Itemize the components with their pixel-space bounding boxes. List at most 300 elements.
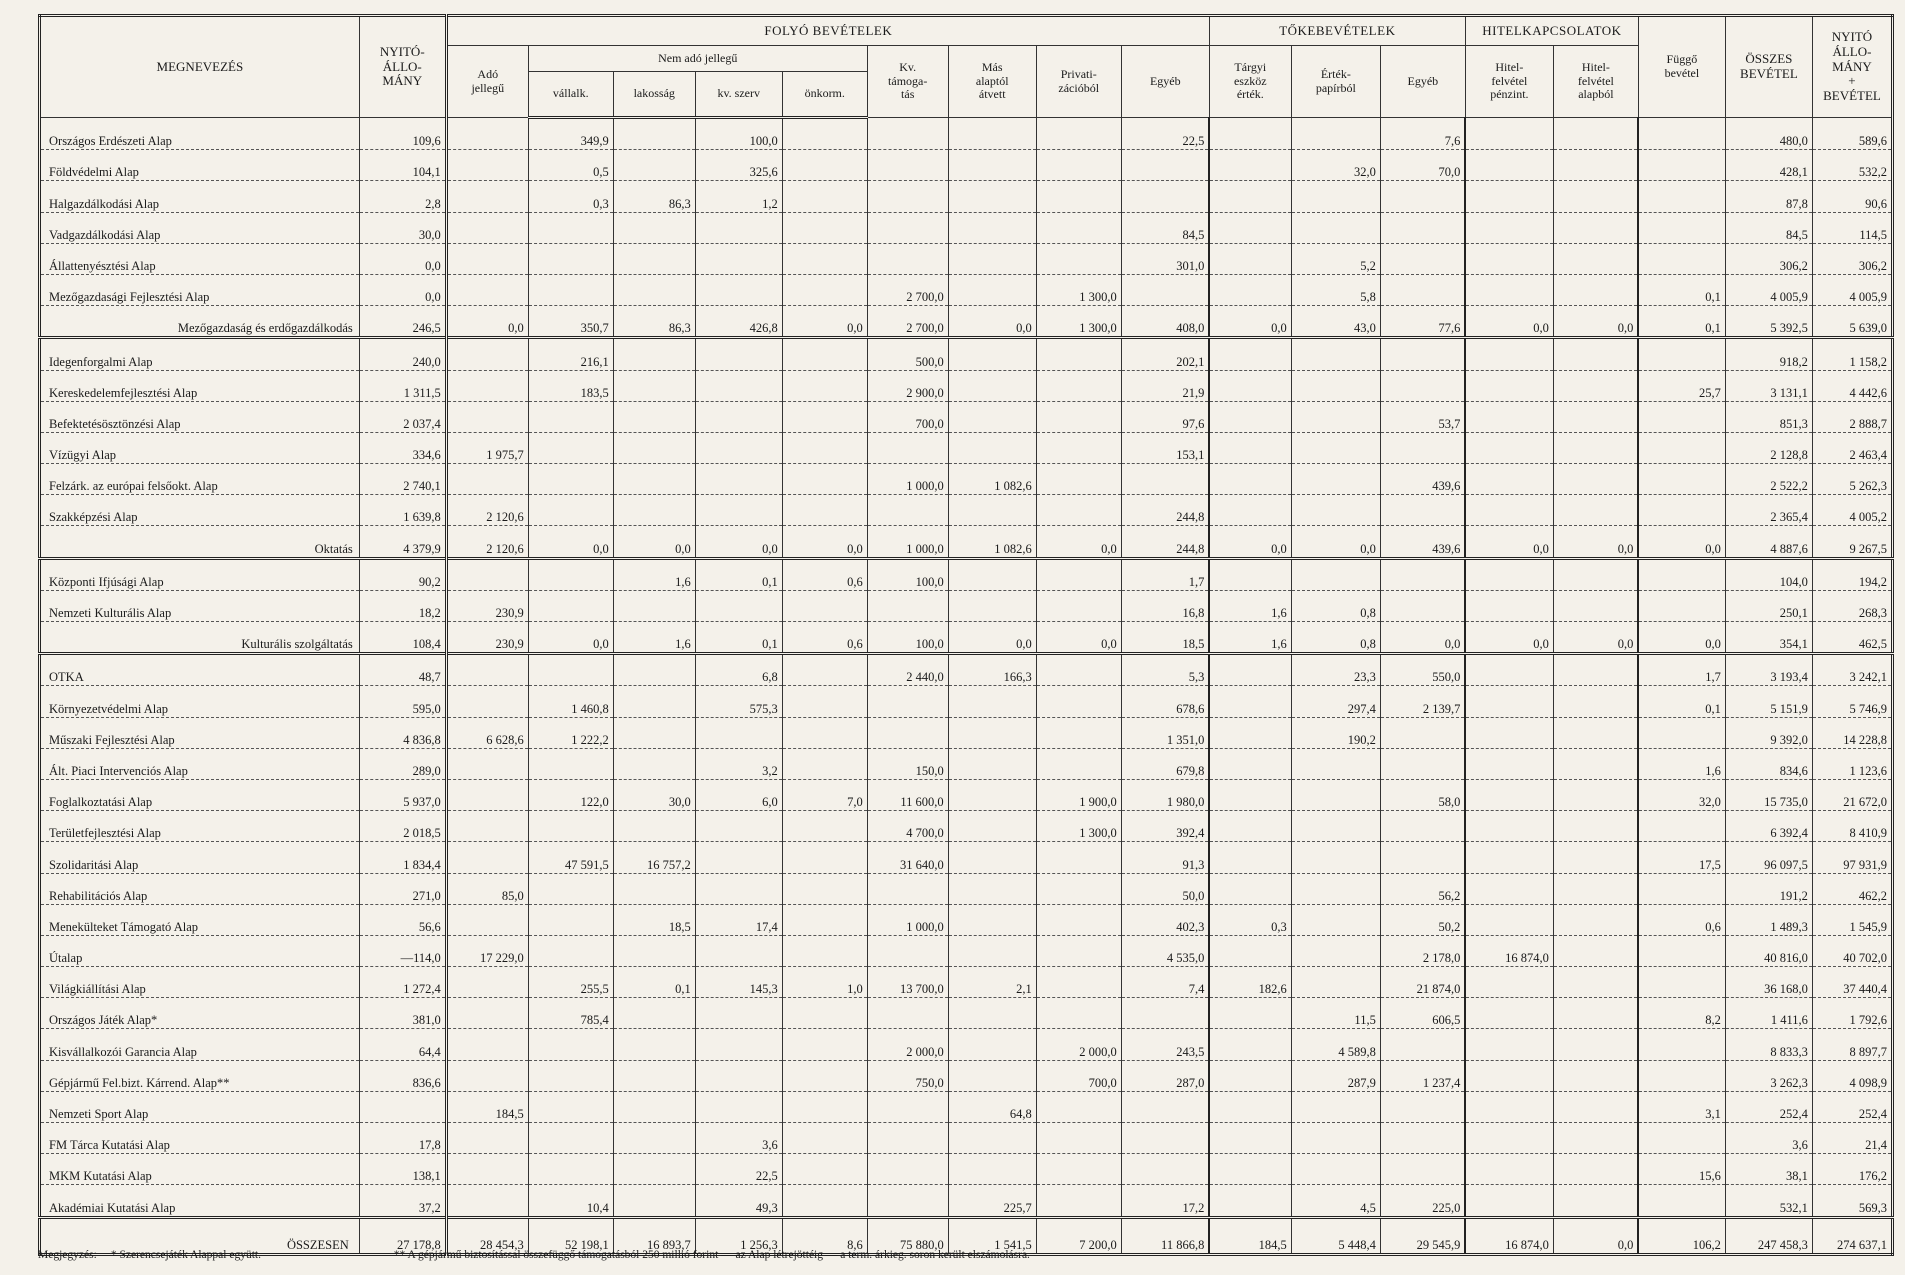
table-cell [1465,654,1553,686]
table-cell [695,401,782,432]
table-cell: 2 178,0 [1380,935,1465,966]
table-cell [446,1185,528,1217]
table-cell: 500,0 [867,338,948,370]
table-cell [613,811,695,842]
table-cell [528,873,613,904]
table-cell [446,654,528,686]
table-cell [446,967,528,998]
table-cell [1553,654,1638,686]
table-cell [1465,212,1553,243]
table-cell [528,401,613,432]
footnote-2: ** A gépjármű biztosítással összefüggő támogatásból 250 millió forint — az Alap létrejöttéig — a term. árkieg. soron került elszámolásra. [393,1249,1030,1261]
table-cell [695,842,782,873]
table-cell: 7,6 [1380,118,1465,150]
table-cell [1209,1185,1291,1217]
table-cell [1036,748,1121,779]
table-cell: 0,0 [782,526,867,558]
table-cell: 334,6 [359,432,446,463]
header-nem-ado-jellegu: Nem adó jellegű [528,46,867,72]
table-cell: 43,0 [1291,306,1380,338]
table-cell: 250,1 [1725,590,1812,621]
table-row [40,873,1893,904]
table-cell [1121,150,1209,181]
row-label: FM Tárca Kutatási Alap [40,1123,360,1154]
table-cell [948,998,1036,1029]
table-cell: 97,6 [1121,401,1209,432]
row-label: Vízügyi Alap [40,432,360,463]
table-cell: 230,9 [446,590,528,621]
table-cell [1553,118,1638,150]
table-body [40,118,1893,1255]
table-cell [528,432,613,463]
table-cell: 1 082,6 [948,464,1036,495]
table-cell: 216,1 [528,338,613,370]
table-cell: 6 392,4 [1725,811,1812,842]
row-label: Akadémiai Kutatási Alap [40,1185,360,1217]
row-label: Szolidaritási Alap [40,842,360,873]
table-cell: 0,6 [782,622,867,654]
table-cell: 7,4 [1121,967,1209,998]
table-cell [948,1123,1036,1154]
table-cell [1209,748,1291,779]
table-cell: 0,8 [1291,622,1380,654]
table-cell: 190,2 [1291,717,1380,748]
table-cell: 1,7 [1638,654,1725,686]
table-cell [1291,118,1380,150]
table-cell: 325,6 [695,150,782,181]
table-cell [782,432,867,463]
table-cell [948,935,1036,966]
table-row [40,212,1893,243]
table-cell [867,998,948,1029]
table-cell: 11,5 [1291,998,1380,1029]
table-cell: 2 139,7 [1380,686,1465,717]
table-cell: 268,3 [1812,590,1892,621]
table-cell [695,495,782,526]
table-cell [1553,1185,1638,1217]
table-cell: 202,1 [1121,338,1209,370]
table-cell: 243,5 [1121,1029,1209,1060]
table-cell [1036,590,1121,621]
table-cell: 2 700,0 [867,306,948,338]
table-cell [1036,717,1121,748]
table-row [40,432,1893,463]
table-cell [1209,558,1291,590]
table-cell [528,935,613,966]
table-cell: 56,2 [1380,873,1465,904]
table-row [40,181,1893,212]
table-cell: 40 702,0 [1812,935,1892,966]
table-cell [1553,1060,1638,1091]
table-cell: 96 097,5 [1725,842,1812,873]
table-cell: 1,2 [695,181,782,212]
table-row [40,558,1893,590]
table-cell [782,150,867,181]
table-cell: 109,6 [359,118,446,150]
table-cell [782,181,867,212]
table-cell [446,243,528,274]
row-label: Mezőgazdasági Fejlesztési Alap [40,274,360,305]
table-cell [1553,464,1638,495]
fund-revenue-table [38,14,1894,1256]
table-cell [1553,842,1638,873]
table-cell [1291,873,1380,904]
table-cell: 106,2 [1638,1217,1725,1254]
table-cell [867,717,948,748]
table-cell [1553,1154,1638,1185]
row-label: Állattenyésztési Alap [40,243,360,274]
header-ado-jellegu: Adó jellegű [446,46,528,118]
table-cell: 13 700,0 [867,967,948,998]
table-cell [1465,1091,1553,1122]
row-label: Felzárk. az európai felsőokt. Alap [40,464,360,495]
table-cell: 408,0 [1121,306,1209,338]
table-cell [1209,212,1291,243]
table-cell: 0,5 [528,150,613,181]
table-cell: 50,0 [1121,873,1209,904]
table-cell [613,1185,695,1217]
table-cell [1380,717,1465,748]
table-cell: 104,1 [359,150,446,181]
table-cell [1465,748,1553,779]
table-cell [1553,401,1638,432]
table-cell: 138,1 [359,1154,446,1185]
row-label: Menekülteket Támogató Alap [40,904,360,935]
table-cell: 0,6 [782,558,867,590]
header-hitelfelvetel-alapbol: Hitel- felvétel alapból [1553,46,1638,118]
table-cell [782,717,867,748]
table-cell: 18,2 [359,590,446,621]
table-cell: 606,5 [1380,998,1465,1029]
table-cell: 6 628,6 [446,717,528,748]
table-cell [1465,558,1553,590]
table-cell: 1 300,0 [1036,306,1121,338]
header-megnevezes: MEGNEVEZÉS [40,16,360,118]
table-cell [613,654,695,686]
table-cell [613,432,695,463]
table-cell: 85,0 [446,873,528,904]
table-cell [528,748,613,779]
table-row [40,842,1893,873]
table-cell [1291,779,1380,810]
table-cell: 90,6 [1812,181,1892,212]
table-row [40,779,1893,810]
table-cell: 354,1 [1725,622,1812,654]
header-targyi-eszkoz: Tárgyi eszköz érték. [1209,46,1291,118]
table-cell: 0,0 [1553,1217,1638,1254]
table-cell: 22,5 [695,1154,782,1185]
table-cell: 1,6 [613,558,695,590]
table-cell: 4 098,9 [1812,1060,1892,1091]
header-fuggo-bevetel: Függő bevétel [1638,16,1725,118]
table-cell: 350,7 [528,306,613,338]
table-cell [1380,590,1465,621]
table-cell: 4 005,2 [1812,495,1892,526]
table-cell [446,464,528,495]
table-cell: 1 792,6 [1812,998,1892,1029]
table-cell: 240,0 [359,338,446,370]
table-cell [1638,1029,1725,1060]
table-cell [1209,243,1291,274]
header-lakossag: lakosság [613,72,695,118]
table-cell [1553,998,1638,1029]
table-cell: 194,2 [1812,558,1892,590]
table-cell [948,370,1036,401]
row-label: Ált. Piaci Intervenciós Alap [40,748,360,779]
table-cell [528,1029,613,1060]
table-cell [446,181,528,212]
table-cell: 18,5 [1121,622,1209,654]
table-cell: 1 000,0 [867,526,948,558]
row-label: Környezetvédelmi Alap [40,686,360,717]
table-cell [782,842,867,873]
table-cell [1036,686,1121,717]
table-cell [948,717,1036,748]
table-cell [1209,686,1291,717]
table-cell [528,243,613,274]
table-cell: 182,6 [1209,967,1291,998]
table-cell [1209,998,1291,1029]
header-kv-szerv: kv. szerv [695,72,782,118]
header-ertekpapirbol: Érték- papírból [1291,46,1380,118]
table-cell: 1 272,4 [359,967,446,998]
table-cell [1553,558,1638,590]
table-cell: 30,0 [613,779,695,810]
table-cell [1553,590,1638,621]
table-cell [446,118,528,150]
table-cell: 1,0 [782,967,867,998]
table-cell [948,1060,1036,1091]
table-cell: 4,5 [1291,1185,1380,1217]
table-cell [1209,654,1291,686]
table-cell [695,212,782,243]
table-cell [1209,935,1291,966]
table-cell: 1 237,4 [1380,1060,1465,1091]
table-cell [867,118,948,150]
table-cell: 4 005,9 [1725,274,1812,305]
table-cell [867,181,948,212]
table-cell: 1 541,5 [948,1217,1036,1254]
table-cell: 75 880,0 [867,1217,948,1254]
table-cell [1638,811,1725,842]
table-cell [782,370,867,401]
table-cell [528,495,613,526]
table-cell [948,842,1036,873]
table-cell: 550,0 [1380,654,1465,686]
table-cell: 700,0 [1036,1060,1121,1091]
table-cell [1465,811,1553,842]
table-cell [782,1123,867,1154]
table-cell [1553,1029,1638,1060]
table-cell: 439,6 [1380,464,1465,495]
table-cell [1036,401,1121,432]
row-label: Oktatás [40,526,360,558]
table-cell [1036,904,1121,935]
table-cell: 1 351,0 [1121,717,1209,748]
table-cell [1465,1123,1553,1154]
table-cell: 532,1 [1725,1185,1812,1217]
table-cell [948,779,1036,810]
table-cell: 16 874,0 [1465,1217,1553,1254]
table-cell: 532,2 [1812,150,1892,181]
table-cell: 38,1 [1725,1154,1812,1185]
table-cell: 10,4 [528,1185,613,1217]
table-cell: 0,3 [1209,904,1291,935]
table-cell [1380,1154,1465,1185]
table-cell: 17,5 [1638,842,1725,873]
table-cell [1638,495,1725,526]
table-cell: 84,5 [1121,212,1209,243]
table-cell: 0,0 [528,622,613,654]
table-cell: 16,8 [1121,590,1209,621]
table-cell [1291,935,1380,966]
table-cell: 122,0 [528,779,613,810]
table-cell [613,686,695,717]
table-cell [1553,212,1638,243]
table-cell: 6,0 [695,779,782,810]
table-cell: 5,8 [1291,274,1380,305]
table-cell: 5 262,3 [1812,464,1892,495]
table-cell: 22,5 [1121,118,1209,150]
table-cell [1638,338,1725,370]
row-label: Halgazdálkodási Alap [40,181,360,212]
table-cell [1291,904,1380,935]
table-cell: 16 874,0 [1465,935,1553,966]
table-cell [1036,1091,1121,1122]
table-cell [446,842,528,873]
table-cell [1036,243,1121,274]
table-row [40,590,1893,621]
table-cell: 834,6 [1725,748,1812,779]
table-cell [613,1029,695,1060]
table-cell [867,686,948,717]
table-cell: 0,0 [1465,622,1553,654]
table-cell: 64,4 [359,1029,446,1060]
table-cell: 0,0 [528,526,613,558]
table-cell [1553,370,1638,401]
table-cell [1209,842,1291,873]
table-cell: 2 522,2 [1725,464,1812,495]
table-cell: 426,8 [695,306,782,338]
row-label: Nemzeti Sport Alap [40,1091,360,1122]
table-cell: 28 454,3 [446,1217,528,1254]
table-cell: 0,0 [1209,306,1291,338]
table-cell [613,1154,695,1185]
table-cell [1638,558,1725,590]
table-cell: 15,6 [1638,1154,1725,1185]
table-cell: 247 458,3 [1725,1217,1812,1254]
table-cell: 244,8 [1121,495,1209,526]
table-cell [528,811,613,842]
table-cell [948,873,1036,904]
table-cell [1465,873,1553,904]
row-label: Területfejlesztési Alap [40,811,360,842]
table-cell: 1 980,0 [1121,779,1209,810]
table-row [40,118,1893,150]
table-cell [695,243,782,274]
table-cell [867,590,948,621]
table-cell: 0,1 [695,622,782,654]
table-cell: 2 440,0 [867,654,948,686]
table-row [40,998,1893,1029]
table-cell: 0,0 [1553,306,1638,338]
table-row [40,464,1893,495]
table-cell: 0,0 [1291,526,1380,558]
table-cell [1553,150,1638,181]
table-cell [1291,212,1380,243]
table-cell [1121,181,1209,212]
footnote-1: * Szerencsejáték Alappal együtt. [110,1249,261,1261]
footnote-label: Megjegyzés: [38,1249,97,1261]
table-cell: 439,6 [1380,526,1465,558]
table-cell: 11 600,0 [867,779,948,810]
table-cell [695,811,782,842]
table-cell [528,904,613,935]
table-cell: 3 193,4 [1725,654,1812,686]
table-cell [1465,370,1553,401]
table-cell: 1 545,9 [1812,904,1892,935]
table-cell: 2 037,4 [359,401,446,432]
table-row [40,811,1893,842]
table-cell: 176,2 [1812,1154,1892,1185]
table-cell [1291,495,1380,526]
table-cell [1638,967,1725,998]
table-cell: 18,5 [613,904,695,935]
table-cell [613,243,695,274]
table-cell [1036,967,1121,998]
table-cell: 8 897,7 [1812,1029,1892,1060]
table-cell: 9 267,5 [1812,526,1892,558]
table-cell: 70,0 [1380,150,1465,181]
table-cell [695,873,782,904]
table-cell [1209,1091,1291,1122]
table-cell [948,904,1036,935]
table-cell: 47 591,5 [528,842,613,873]
table-row [40,370,1893,401]
table-row [40,967,1893,998]
table-cell: 246,5 [359,306,446,338]
table-cell [1380,495,1465,526]
table-cell [613,212,695,243]
table-cell [948,590,1036,621]
table-cell: 3 242,1 [1812,654,1892,686]
table-cell: 2 000,0 [867,1029,948,1060]
table-cell [1638,118,1725,150]
table-cell: 2 463,4 [1812,432,1892,463]
table-cell [1291,338,1380,370]
table-cell [1121,1154,1209,1185]
table-cell [613,935,695,966]
table-cell: 9 392,0 [1725,717,1812,748]
table-cell: 21 672,0 [1812,779,1892,810]
table-cell: 2 900,0 [867,370,948,401]
table-cell: 679,8 [1121,748,1209,779]
table-cell [1465,338,1553,370]
table-cell [1036,464,1121,495]
row-label: Szakképzési Alap [40,495,360,526]
table-cell [867,1091,948,1122]
row-label: Útalap [40,935,360,966]
table-cell [1638,150,1725,181]
table-cell [1465,686,1553,717]
table-row [40,686,1893,717]
table-cell [446,1154,528,1185]
table-cell: 480,0 [1725,118,1812,150]
table-cell [867,432,948,463]
table-cell [1036,370,1121,401]
table-cell: 31 640,0 [867,842,948,873]
table-cell [867,243,948,274]
